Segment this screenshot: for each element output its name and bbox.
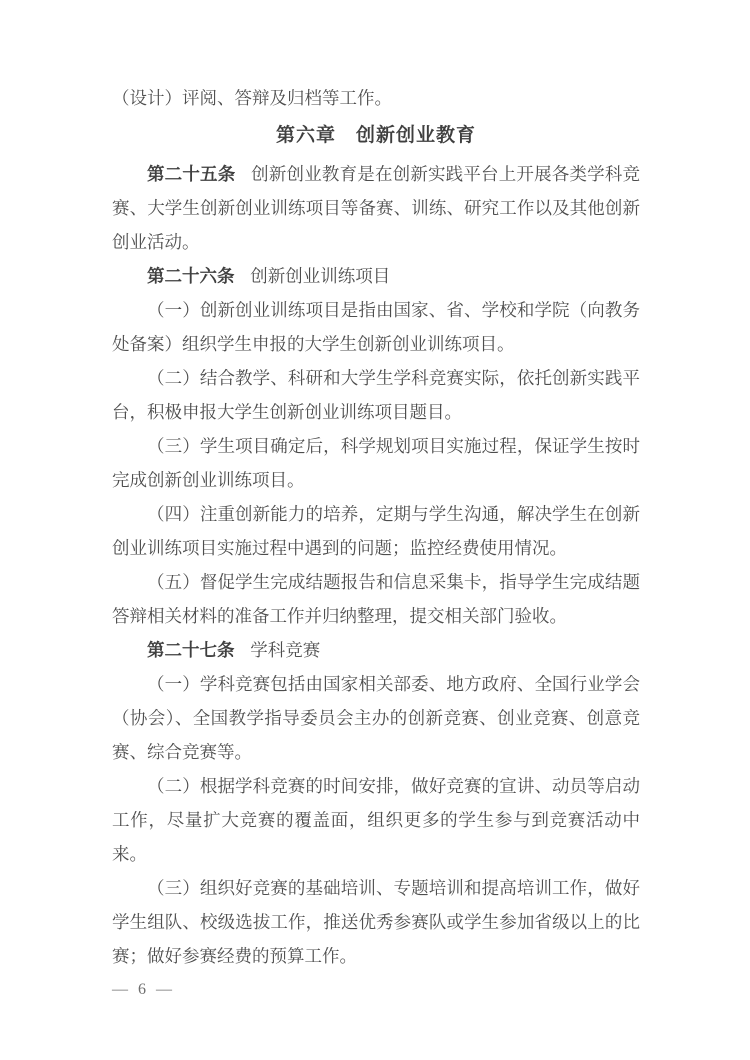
list-item-paragraph: （一）创新创业训练项目是指由国家、省、学校和学院（向教务处备案）组织学生申报的大学生创新创业训练项目。	[112, 300, 640, 354]
document-body	[112, 81, 640, 973]
page-number: — 6 —	[112, 981, 175, 998]
list-item-paragraph: （五）督促学生完成结题报告和信息采集卡，指导学生完成结题答辩相关材料的准备工作并归纳整理，提交相关部门验收。	[112, 572, 640, 626]
article-paragraph	[112, 259, 640, 293]
list-item-paragraph: （二）结合教学、科研和大学生学科竞赛实际，依托创新实践平台，积极申报大学生创新创业训练项目题目。	[112, 368, 640, 422]
list-item-paragraph: （一）学科竞赛包括由国家相关部委、地方政府、全国行业学会（协会）、全国教学指导委员会主办的创新竞赛、创业竞赛、创意竞赛、综合竞赛等。	[112, 674, 640, 762]
article-label: 第二十七条	[147, 640, 235, 660]
article-label: 第二十六条	[147, 266, 235, 286]
list-item-paragraph: （三）组织好竞赛的基础培训、专题培训和提高培训工作，做好学生组队、校级选拔工作，推送优秀参赛队或学生参加省级以上的比赛；做好参赛经费的预算工作。	[112, 878, 640, 966]
list-item-paragraph: （二）根据学科竞赛的时间安排，做好竞赛的宣讲、动员等启动工作，尽量扩大竞赛的覆盖面，组织更多的学生参与到竞赛活动中来。	[112, 776, 640, 864]
article-label: 第二十五条	[147, 164, 236, 184]
continuation-paragraph: （设计）评阅、答辩及归档等工作。	[112, 88, 392, 108]
article-paragraph	[112, 157, 640, 259]
article-paragraph	[112, 633, 640, 667]
article-text: 学科竞赛	[250, 640, 321, 660]
chapter-heading: 第六章 创新创业教育	[275, 125, 476, 146]
article-text: 创新创业教育是在创新实践平台上开展各类学科竞赛、大学生创新创业训练项目等备赛、训练、研究工作以及其他创新创业活动。	[112, 164, 641, 252]
article-text: 创新创业训练项目	[250, 266, 391, 286]
list-item-paragraph: （四）注重创新能力的培养，定期与学生沟通，解决学生在创新创业训练项目实施过程中遇到的问题；监控经费使用情况。	[112, 504, 640, 558]
list-item-paragraph: （三）学生项目确定后，科学规划项目实施过程，保证学生按时完成创新创业训练项目。	[112, 436, 640, 490]
